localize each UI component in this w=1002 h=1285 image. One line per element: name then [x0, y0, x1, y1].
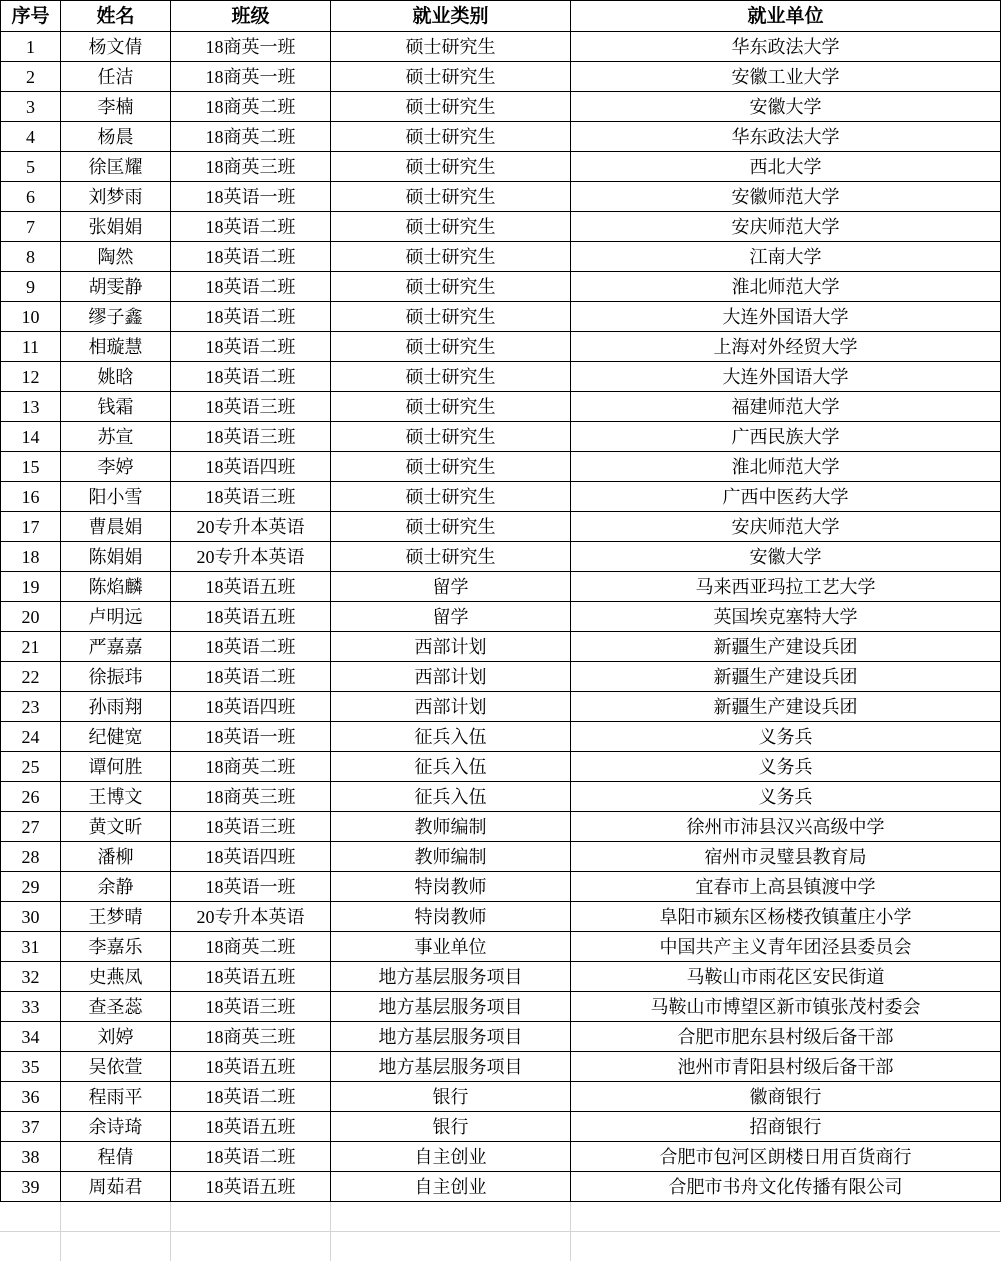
cell-category: 地方基层服务项目 [331, 962, 571, 992]
cell-name: 张娟娟 [61, 212, 171, 242]
table-row [1, 632, 1001, 662]
cell-employer: 合肥市书舟文化传播有限公司 [571, 1172, 1001, 1202]
cell-category: 硕士研究生 [331, 332, 571, 362]
cell-name: 程雨平 [61, 1082, 171, 1112]
cell-employer: 安庆师范大学 [571, 212, 1001, 242]
cell-index: 19 [1, 572, 61, 602]
empty-rows-area [0, 1202, 1000, 1261]
cell-name: 吴依萱 [61, 1052, 171, 1082]
cell-class: 18英语五班 [171, 1112, 331, 1142]
cell-class: 18英语二班 [171, 662, 331, 692]
table-row [1, 512, 1001, 542]
cell-class: 18英语二班 [171, 632, 331, 662]
cell-class: 18英语四班 [171, 842, 331, 872]
cell-category: 硕士研究生 [331, 212, 571, 242]
cell-category: 自主创业 [331, 1172, 571, 1202]
cell-index: 29 [1, 872, 61, 902]
cell-category: 特岗教师 [331, 872, 571, 902]
cell-index: 12 [1, 362, 61, 392]
cell-index: 11 [1, 332, 61, 362]
cell-index: 14 [1, 422, 61, 452]
cell-class: 18英语二班 [171, 362, 331, 392]
table-row [1, 842, 1001, 872]
cell-index: 39 [1, 1172, 61, 1202]
cell-class: 18英语二班 [171, 242, 331, 272]
cell-index: 33 [1, 992, 61, 1022]
cell-employer: 华东政法大学 [571, 122, 1001, 152]
cell-index: 2 [1, 62, 61, 92]
cell-employer: 中国共产主义青年团泾县委员会 [571, 932, 1001, 962]
cell-index: 16 [1, 482, 61, 512]
table-row [1, 542, 1001, 572]
cell-category: 硕士研究生 [331, 62, 571, 92]
table-row [1, 1022, 1001, 1052]
table-row [1, 572, 1001, 602]
empty-cell [170, 1232, 330, 1262]
cell-category: 征兵入伍 [331, 782, 571, 812]
cell-class: 18英语一班 [171, 722, 331, 752]
cell-index: 34 [1, 1022, 61, 1052]
column-header-employer: 就业单位 [571, 1, 1001, 32]
cell-employer: 安徽工业大学 [571, 62, 1001, 92]
cell-class: 18英语二班 [171, 212, 331, 242]
cell-employer: 马鞍山市博望区新市镇张茂村委会 [571, 992, 1001, 1022]
cell-category: 留学 [331, 602, 571, 632]
table-row [1, 272, 1001, 302]
cell-category: 硕士研究生 [331, 512, 571, 542]
cell-index: 3 [1, 92, 61, 122]
table-row [1, 1082, 1001, 1112]
empty-cell [60, 1202, 170, 1232]
cell-index: 37 [1, 1112, 61, 1142]
cell-employer: 宜春市上高县镇渡中学 [571, 872, 1001, 902]
cell-name: 缪子鑫 [61, 302, 171, 332]
cell-index: 9 [1, 272, 61, 302]
cell-employer: 徽商银行 [571, 1082, 1001, 1112]
cell-employer: 徐州市沛县汉兴高级中学 [571, 812, 1001, 842]
empty-cell [60, 1232, 170, 1262]
cell-name: 陈焰麟 [61, 572, 171, 602]
cell-employer: 马来西亚玛拉工艺大学 [571, 572, 1001, 602]
table-row [1, 62, 1001, 92]
table-row [1, 662, 1001, 692]
cell-category: 硕士研究生 [331, 362, 571, 392]
cell-index: 27 [1, 812, 61, 842]
cell-class: 18英语二班 [171, 1142, 331, 1172]
cell-index: 18 [1, 542, 61, 572]
cell-index: 22 [1, 662, 61, 692]
cell-employer: 华东政法大学 [571, 32, 1001, 62]
cell-name: 余诗琦 [61, 1112, 171, 1142]
cell-class: 18商英二班 [171, 752, 331, 782]
table-row [1, 482, 1001, 512]
cell-name: 周茹君 [61, 1172, 171, 1202]
cell-employer: 池州市青阳县村级后备干部 [571, 1052, 1001, 1082]
cell-index: 31 [1, 932, 61, 962]
cell-class: 18商英三班 [171, 1022, 331, 1052]
cell-index: 6 [1, 182, 61, 212]
cell-name: 李婷 [61, 452, 171, 482]
cell-index: 5 [1, 152, 61, 182]
cell-category: 西部计划 [331, 692, 571, 722]
cell-class: 18商英二班 [171, 932, 331, 962]
cell-employer: 安庆师范大学 [571, 512, 1001, 542]
cell-category: 特岗教师 [331, 902, 571, 932]
table-row [1, 212, 1001, 242]
cell-name: 李楠 [61, 92, 171, 122]
cell-index: 13 [1, 392, 61, 422]
table-row [1, 722, 1001, 752]
cell-name: 杨晨 [61, 122, 171, 152]
cell-employer: 新疆生产建设兵团 [571, 632, 1001, 662]
cell-employer: 义务兵 [571, 782, 1001, 812]
column-header-name: 姓名 [61, 1, 171, 32]
column-header-index: 序号 [1, 1, 61, 32]
cell-class: 18英语四班 [171, 452, 331, 482]
table-row [1, 302, 1001, 332]
column-header-class: 班级 [171, 1, 331, 32]
table-row [1, 332, 1001, 362]
cell-category: 教师编制 [331, 842, 571, 872]
table-row [1, 122, 1001, 152]
cell-employer: 大连外国语大学 [571, 302, 1001, 332]
cell-index: 15 [1, 452, 61, 482]
cell-class: 18英语三班 [171, 482, 331, 512]
cell-class: 18英语五班 [171, 602, 331, 632]
cell-employer: 西北大学 [571, 152, 1001, 182]
cell-employer: 大连外国语大学 [571, 362, 1001, 392]
cell-employer: 招商银行 [571, 1112, 1001, 1142]
cell-employer: 广西中医药大学 [571, 482, 1001, 512]
table-row [1, 932, 1001, 962]
table-row [1, 32, 1001, 62]
table-row [1, 692, 1001, 722]
cell-category: 西部计划 [331, 662, 571, 692]
cell-index: 25 [1, 752, 61, 782]
cell-class: 18商英三班 [171, 152, 331, 182]
table-row [1, 452, 1001, 482]
cell-name: 王梦晴 [61, 902, 171, 932]
cell-category: 硕士研究生 [331, 272, 571, 302]
cell-employer: 安徽大学 [571, 542, 1001, 572]
cell-employer: 广西民族大学 [571, 422, 1001, 452]
empty-cell [570, 1232, 1000, 1262]
cell-class: 18商英三班 [171, 782, 331, 812]
cell-name: 潘柳 [61, 842, 171, 872]
cell-class: 18英语二班 [171, 272, 331, 302]
cell-category: 地方基层服务项目 [331, 1022, 571, 1052]
cell-name: 陈娟娟 [61, 542, 171, 572]
cell-name: 卢明远 [61, 602, 171, 632]
cell-class: 18英语五班 [171, 962, 331, 992]
cell-name: 相璇慧 [61, 332, 171, 362]
cell-index: 26 [1, 782, 61, 812]
cell-class: 18英语四班 [171, 692, 331, 722]
cell-index: 10 [1, 302, 61, 332]
table-row [1, 902, 1001, 932]
table-row [1, 1112, 1001, 1142]
table-row [1, 872, 1001, 902]
cell-employer: 马鞍山市雨花区安民街道 [571, 962, 1001, 992]
cell-name: 苏宣 [61, 422, 171, 452]
cell-category: 硕士研究生 [331, 92, 571, 122]
cell-index: 35 [1, 1052, 61, 1082]
cell-name: 姚晗 [61, 362, 171, 392]
cell-name: 曹晨娟 [61, 512, 171, 542]
cell-name: 史燕凤 [61, 962, 171, 992]
cell-class: 18英语一班 [171, 182, 331, 212]
cell-class: 18英语二班 [171, 302, 331, 332]
cell-name: 刘婷 [61, 1022, 171, 1052]
cell-name: 李嘉乐 [61, 932, 171, 962]
cell-employer: 合肥市包河区朗楼日用百货商行 [571, 1142, 1001, 1172]
column-header-category: 就业类别 [331, 1, 571, 32]
cell-employer: 合肥市肥东县村级后备干部 [571, 1022, 1001, 1052]
table-row [1, 242, 1001, 272]
cell-class: 18英语三班 [171, 812, 331, 842]
cell-name: 王博文 [61, 782, 171, 812]
cell-class: 18英语五班 [171, 1172, 331, 1202]
empty-row [0, 1232, 1000, 1262]
cell-employer: 宿州市灵璧县教育局 [571, 842, 1001, 872]
table-header-row [1, 1, 1001, 32]
cell-category: 西部计划 [331, 632, 571, 662]
cell-employer: 义务兵 [571, 752, 1001, 782]
cell-category: 硕士研究生 [331, 182, 571, 212]
cell-name: 查圣蕊 [61, 992, 171, 1022]
cell-name: 徐振玮 [61, 662, 171, 692]
cell-class: 18商英二班 [171, 122, 331, 152]
cell-class: 18英语二班 [171, 1082, 331, 1112]
table-row [1, 992, 1001, 1022]
table-row [1, 752, 1001, 782]
table-row [1, 182, 1001, 212]
cell-category: 银行 [331, 1112, 571, 1142]
cell-name: 胡雯静 [61, 272, 171, 302]
table-row [1, 152, 1001, 182]
cell-employer: 英国埃克塞特大学 [571, 602, 1001, 632]
cell-name: 孙雨翔 [61, 692, 171, 722]
cell-index: 17 [1, 512, 61, 542]
cell-index: 20 [1, 602, 61, 632]
cell-category: 硕士研究生 [331, 32, 571, 62]
cell-class: 18英语五班 [171, 1052, 331, 1082]
cell-index: 32 [1, 962, 61, 992]
table-row [1, 1172, 1001, 1202]
cell-name: 徐匡耀 [61, 152, 171, 182]
cell-class: 18英语一班 [171, 872, 331, 902]
table-row [1, 1052, 1001, 1082]
cell-employer: 淮北师范大学 [571, 272, 1001, 302]
cell-category: 硕士研究生 [331, 422, 571, 452]
cell-category: 自主创业 [331, 1142, 571, 1172]
cell-employer: 福建师范大学 [571, 392, 1001, 422]
cell-employer: 阜阳市颍东区杨楼孜镇董庄小学 [571, 902, 1001, 932]
cell-index: 23 [1, 692, 61, 722]
cell-class: 18英语五班 [171, 572, 331, 602]
table-row [1, 1142, 1001, 1172]
cell-name: 纪健宽 [61, 722, 171, 752]
cell-category: 征兵入伍 [331, 722, 571, 752]
table-row [1, 392, 1001, 422]
cell-class: 20专升本英语 [171, 512, 331, 542]
cell-name: 刘梦雨 [61, 182, 171, 212]
cell-class: 18商英二班 [171, 92, 331, 122]
cell-category: 留学 [331, 572, 571, 602]
empty-cell [0, 1202, 60, 1232]
cell-employer: 新疆生产建设兵团 [571, 662, 1001, 692]
cell-name: 阳小雪 [61, 482, 171, 512]
cell-index: 1 [1, 32, 61, 62]
empty-cell [570, 1202, 1000, 1232]
cell-name: 杨文倩 [61, 32, 171, 62]
table-row [1, 92, 1001, 122]
cell-category: 硕士研究生 [331, 482, 571, 512]
cell-category: 硕士研究生 [331, 242, 571, 272]
cell-class: 20专升本英语 [171, 902, 331, 932]
cell-category: 教师编制 [331, 812, 571, 842]
cell-index: 4 [1, 122, 61, 152]
cell-index: 36 [1, 1082, 61, 1112]
cell-category: 征兵入伍 [331, 752, 571, 782]
cell-category: 硕士研究生 [331, 542, 571, 572]
cell-employer: 上海对外经贸大学 [571, 332, 1001, 362]
table-row [1, 962, 1001, 992]
cell-index: 21 [1, 632, 61, 662]
cell-category: 硕士研究生 [331, 152, 571, 182]
cell-category: 事业单位 [331, 932, 571, 962]
cell-name: 任洁 [61, 62, 171, 92]
cell-class: 18商英一班 [171, 32, 331, 62]
cell-class: 20专升本英语 [171, 542, 331, 572]
cell-category: 硕士研究生 [331, 302, 571, 332]
cell-employer: 淮北师范大学 [571, 452, 1001, 482]
cell-category: 地方基层服务项目 [331, 1052, 571, 1082]
cell-index: 30 [1, 902, 61, 932]
cell-class: 18英语三班 [171, 392, 331, 422]
empty-cell [0, 1232, 60, 1262]
cell-name: 钱霜 [61, 392, 171, 422]
empty-cell [330, 1202, 570, 1232]
cell-name: 黄文昕 [61, 812, 171, 842]
cell-index: 28 [1, 842, 61, 872]
cell-category: 地方基层服务项目 [331, 992, 571, 1022]
cell-name: 陶然 [61, 242, 171, 272]
table-row [1, 782, 1001, 812]
cell-employer: 江南大学 [571, 242, 1001, 272]
cell-name: 余静 [61, 872, 171, 902]
cell-class: 18英语三班 [171, 422, 331, 452]
cell-employer: 安徽大学 [571, 92, 1001, 122]
cell-name: 程倩 [61, 1142, 171, 1172]
table-body [1, 32, 1001, 1202]
table-row [1, 812, 1001, 842]
cell-index: 7 [1, 212, 61, 242]
empty-row [0, 1202, 1000, 1232]
cell-class: 18商英一班 [171, 62, 331, 92]
cell-index: 24 [1, 722, 61, 752]
table-row [1, 362, 1001, 392]
cell-employer: 安徽师范大学 [571, 182, 1001, 212]
cell-index: 38 [1, 1142, 61, 1172]
cell-class: 18英语三班 [171, 992, 331, 1022]
cell-employer: 新疆生产建设兵团 [571, 692, 1001, 722]
empty-cell [330, 1232, 570, 1262]
table-row [1, 422, 1001, 452]
cell-category: 银行 [331, 1082, 571, 1112]
cell-name: 谭何胜 [61, 752, 171, 782]
cell-category: 硕士研究生 [331, 392, 571, 422]
cell-employer: 义务兵 [571, 722, 1001, 752]
table-row [1, 602, 1001, 632]
empty-cell [170, 1202, 330, 1232]
cell-index: 8 [1, 242, 61, 272]
cell-name: 严嘉嘉 [61, 632, 171, 662]
cell-category: 硕士研究生 [331, 452, 571, 482]
cell-category: 硕士研究生 [331, 122, 571, 152]
cell-class: 18英语二班 [171, 332, 331, 362]
